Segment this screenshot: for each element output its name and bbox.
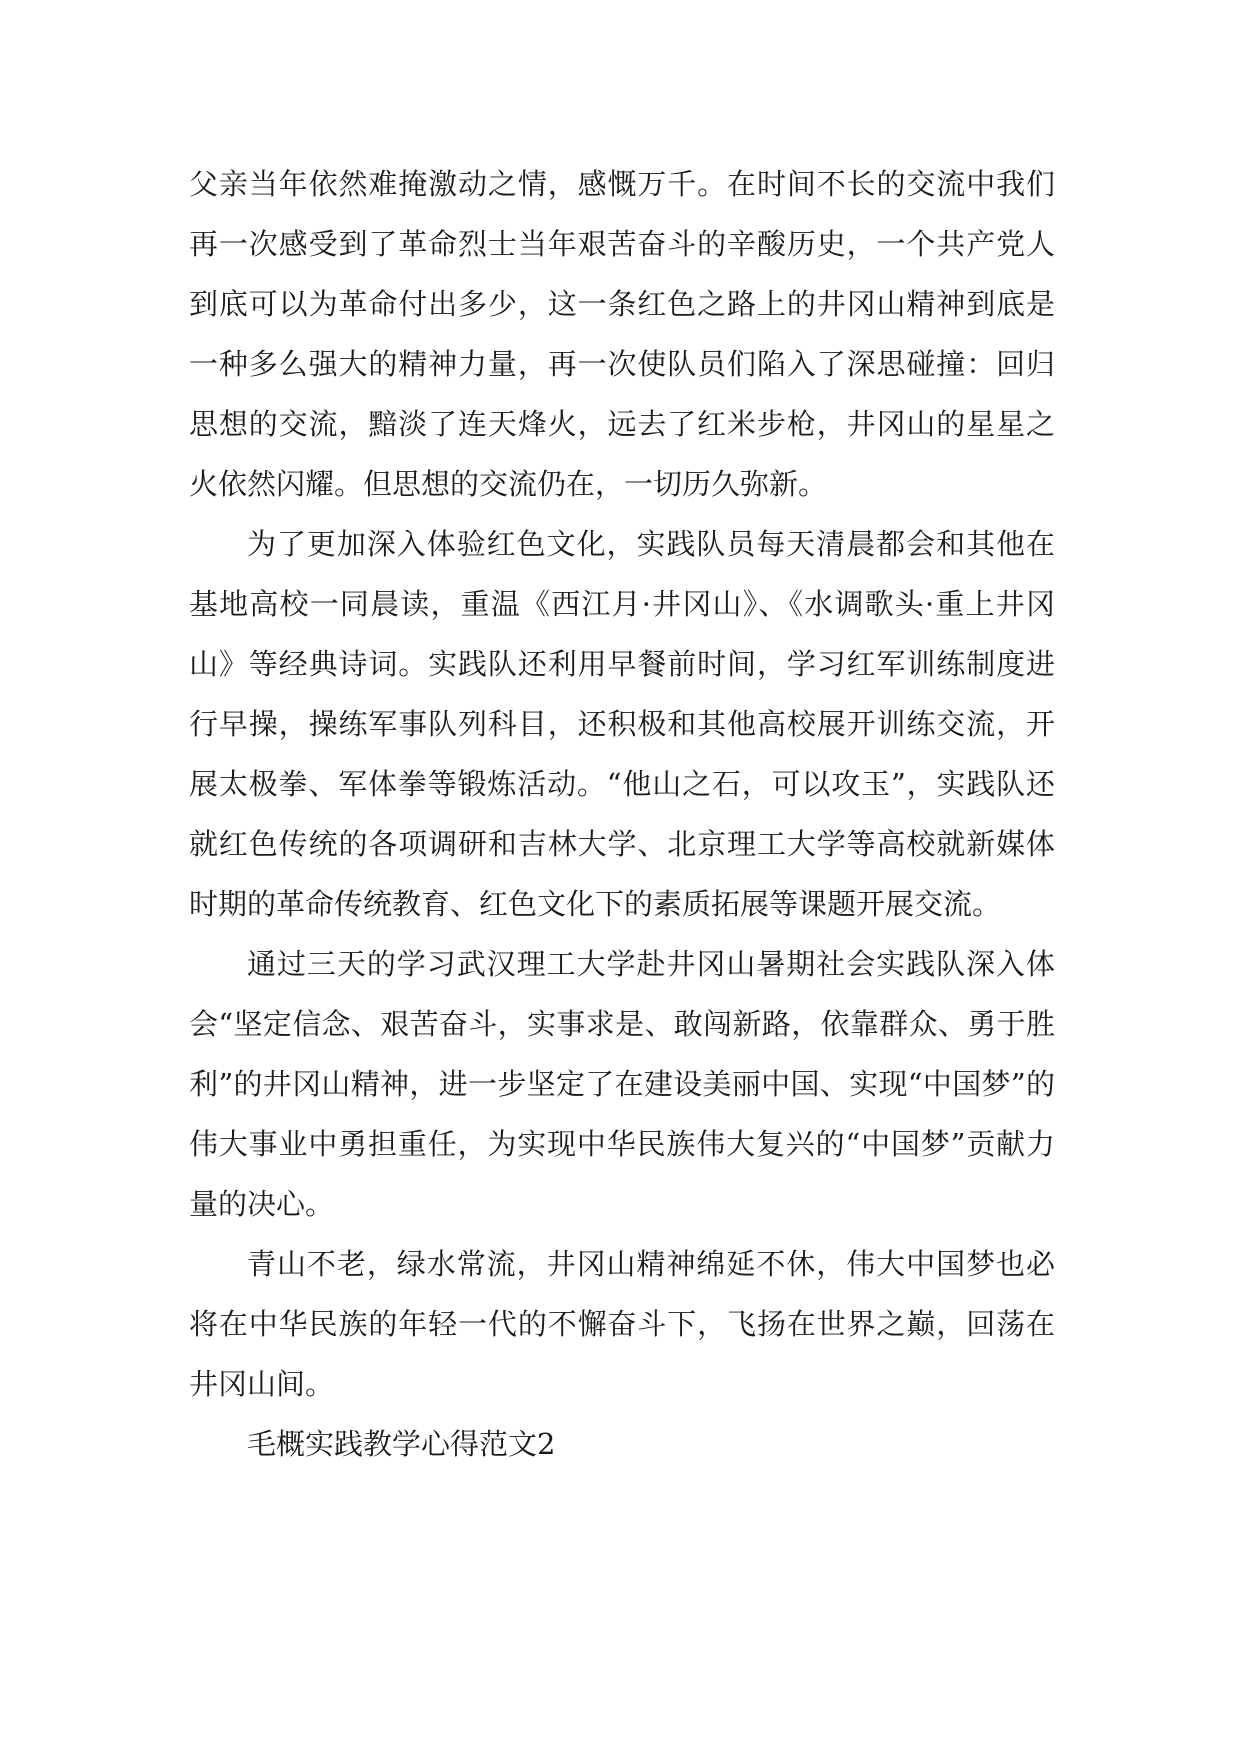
- document-body: [189, 154, 1055, 1474]
- paragraph-jinggangshan-spirit: 通过三天的学习武汉理工大学赴井冈山暑期社会实践队深入体会“坚定信念、艰苦奋斗，实事求是、敢闯新路，依靠群众、勇于胜利”的井冈山精神，进一步坚定了在建设美丽中国、实现“中国梦”的伟大事业中勇担重任，为实现中华民族伟大复兴的“中国梦”贡献力量的决心。: [189, 947, 1055, 1221]
- section-heading: 毛概实践教学心得范文2: [247, 1427, 556, 1461]
- paragraph-red-culture: 为了更加深入体验红色文化，实践队员每天清晨都会和其他在基地高校一同晨读，重温《西江月·井冈山》、《水调歌头·重上井冈山》等经典诗词。实践队还利用早餐前时间，学习红军训练制度进行早操，操练军事队列科目，还积极和其他高校展开训练交流，开展太极拳、军体拳等锻炼活动。“他山之石，可以攻玉”，实践队还就红色传统的各项调研和吉林大学、北京理工大学等高校就新媒体时期的革命传统教育、红色文化下的素质拓展等课题开展交流。: [189, 527, 1055, 921]
- paragraph-continuation: 父亲当年依然难掩激动之情，感慨万千。在时间不长的交流中我们再一次感受到了革命烈士当年艰苦奋斗的辛酸历史，一个共产党人到底可以为革命付出多少，这一条红色之路上的井冈山精神到底是一种多么强大的精神力量，再一次使队员们陷入了深思碰撞：回归思想的交流，黯淡了连天烽火，远去了红米步枪，井冈山的星星之火依然闪耀。但思想的交流仍在，一切历久弥新。: [189, 167, 1055, 501]
- paragraph-closing: 青山不老，绿水常流，井冈山精神绵延不休，伟大中国梦也必将在中华民族的年轻一代的不懈奋斗下，飞扬在世界之巅，回荡在井冈山间。: [189, 1247, 1055, 1401]
